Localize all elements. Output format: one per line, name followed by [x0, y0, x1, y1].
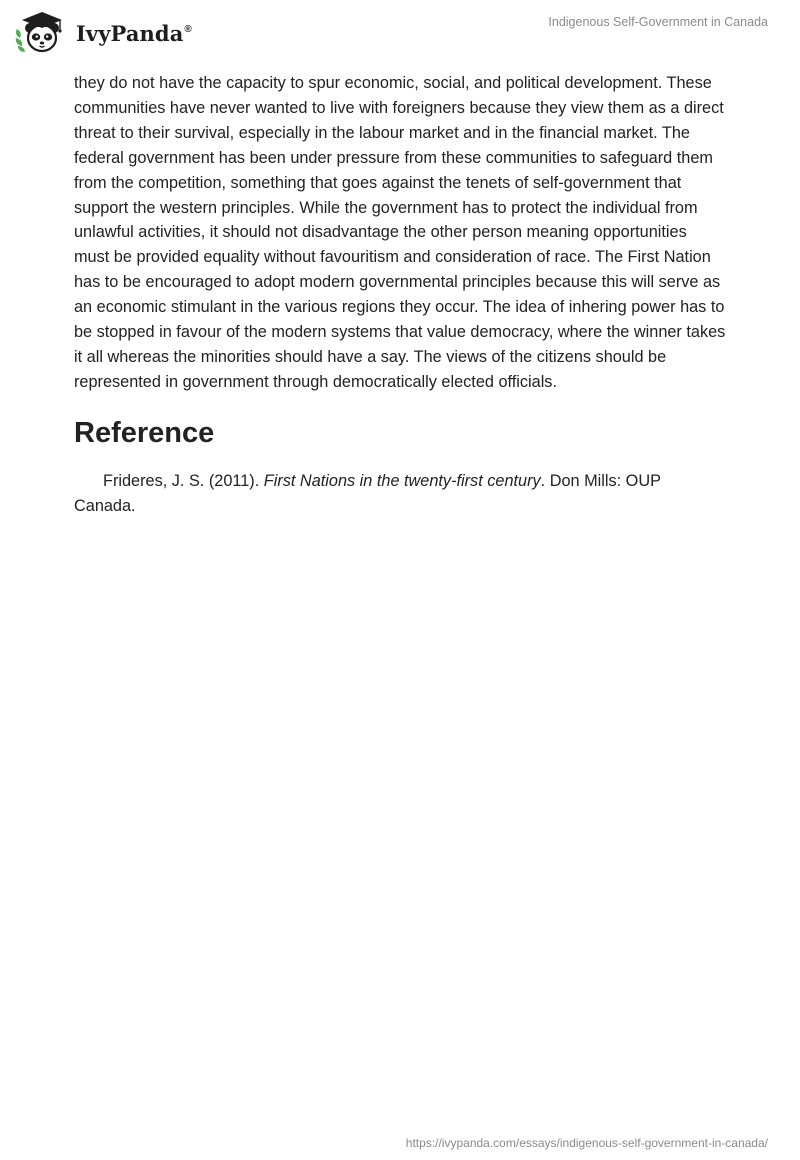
- reference-entry: [74, 469, 726, 520]
- body-paragraph: they do not have the capacity to spur economic, social, and political development. These communities have never wanted to live with foreigners because they view them as a direct threat to their survival, especially in the labour market and in the financial market. The federal government has been under pressure from these communities to safeguard them from the competition, something that goes against the tenets of self-government that support the western principles. While the government has to protect the individual from unlawful activities, it should not disadvantage the other person meaning opportunities must be provided equality without favouritism and consideration of race. The First Nation has to be encouraged to adopt modern governmental principles because this will serve as an economic stimulant in the various regions they occur. The idea of inhering power has to be stopped in favour of the modern systems that value democracy, where the winner takes it all whereas the minorities should have a say. The views of the citizens should be represented in government through democratically elected officials.: [74, 74, 726, 391]
- panda-graduation-cap-icon: [14, 8, 72, 56]
- document-title: Indigenous Self-Government in Canada: [548, 15, 768, 29]
- brand-logo[interactable]: [14, 8, 192, 56]
- page-header: [0, 0, 800, 60]
- essay-content: [74, 71, 726, 520]
- reference-heading: Reference: [74, 416, 215, 449]
- registered-mark: ®: [184, 23, 192, 35]
- reference-publisher: . Don Mills: OUP Canada.: [74, 471, 661, 516]
- reference-title: First Nations in the twenty-first century: [263, 471, 541, 490]
- footer-url[interactable]: https://ivypanda.com/essays/indigenous-self-government-in-canada/: [405, 1136, 768, 1150]
- brand-name: IvyPanda®: [76, 20, 192, 46]
- reference-author-year: Frideres, J. S. (2011).: [103, 471, 264, 490]
